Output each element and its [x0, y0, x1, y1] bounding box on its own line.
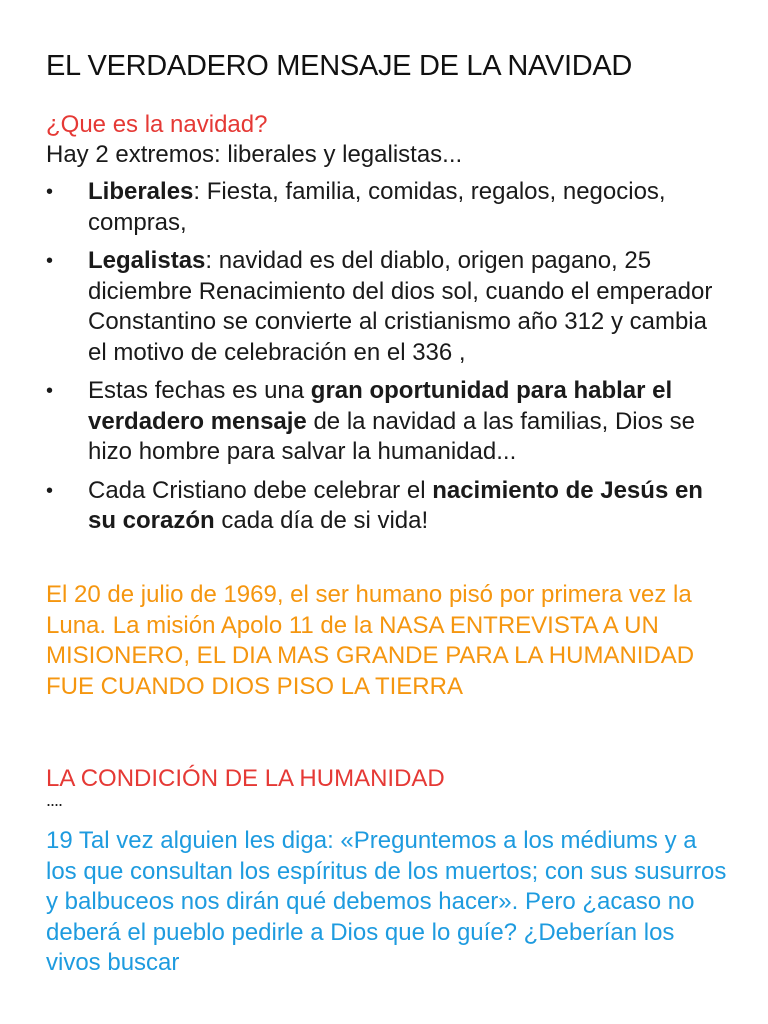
bullet-list: [46, 177, 728, 545]
intro-line: Hay 2 extremos: liberales y legalistas...: [46, 141, 463, 168]
bullet-marker: •: [46, 479, 54, 502]
bullet-bold: gran oportunidad para hablar el verdadero mensaje: [88, 377, 673, 435]
bullet-text-pre: Cada Cristiano debe celebrar el: [88, 476, 433, 504]
bullet-bold: nacimiento de Jesús en su corazón: [88, 476, 703, 534]
bullet-bold-lead: Legalistas: [88, 247, 206, 274]
bullet-marker: •: [46, 380, 54, 402]
section-heading: LA CONDICIÓN DE LA HUMANIDAD: [46, 765, 445, 792]
list-item: [46, 376, 728, 468]
ellipsis-text: ....: [46, 790, 63, 810]
bullet-text-pre: Estas fechas es una: [88, 377, 311, 404]
bible-verse-paragraph: 19 Tal vez alguien les diga: «Preguntemos a los médiums y a los que consultan los espíritus de los muertos; con sus susurros y balbuceos nos dirán qué debemos hacer». Pero ¿acaso no deberá el pueblo pedirle a Dios que lo guíe? ¿Deberían los vivos buscar: [46, 827, 727, 976]
question-heading: ¿Que es la navidad?: [46, 111, 268, 138]
orange-paragraph: El 20 de julio de 1969, el ser humano pisó por primera vez la Luna. La misión Apolo 11 de la NASA ENTREVISTA A UN MISIONERO, EL DIA MAS GRANDE PARA LA HUMANIDAD FUE CUANDO DIOS PISO LA TIERRA: [46, 581, 695, 700]
bullet-text: : navidad es del diablo, origen pagano, 25 diciembre Renacimiento del dios sol, cuando el emperador Constantino se convierte al cristianismo año 312 y cambia el motivo de celebración en el 336 ,: [88, 247, 713, 366]
bullet-text: : Fiesta, familia, comidas, regalos, negocios, compras,: [88, 178, 666, 236]
bullet-marker: •: [46, 250, 54, 272]
bullet-text-post: de la navidad a las familias, Dios se hizo hombre para salvar la humanidad...: [88, 407, 695, 465]
list-item: [46, 177, 728, 238]
page-title: EL VERDADERO MENSAJE DE LA NAVIDAD: [46, 50, 633, 82]
list-item: [46, 246, 728, 368]
list-item: [46, 476, 728, 537]
bullet-bold-lead: Liberales: [88, 178, 194, 205]
bullet-text-post: cada día de si vida!: [214, 507, 429, 534]
bullet-marker: •: [46, 181, 54, 203]
